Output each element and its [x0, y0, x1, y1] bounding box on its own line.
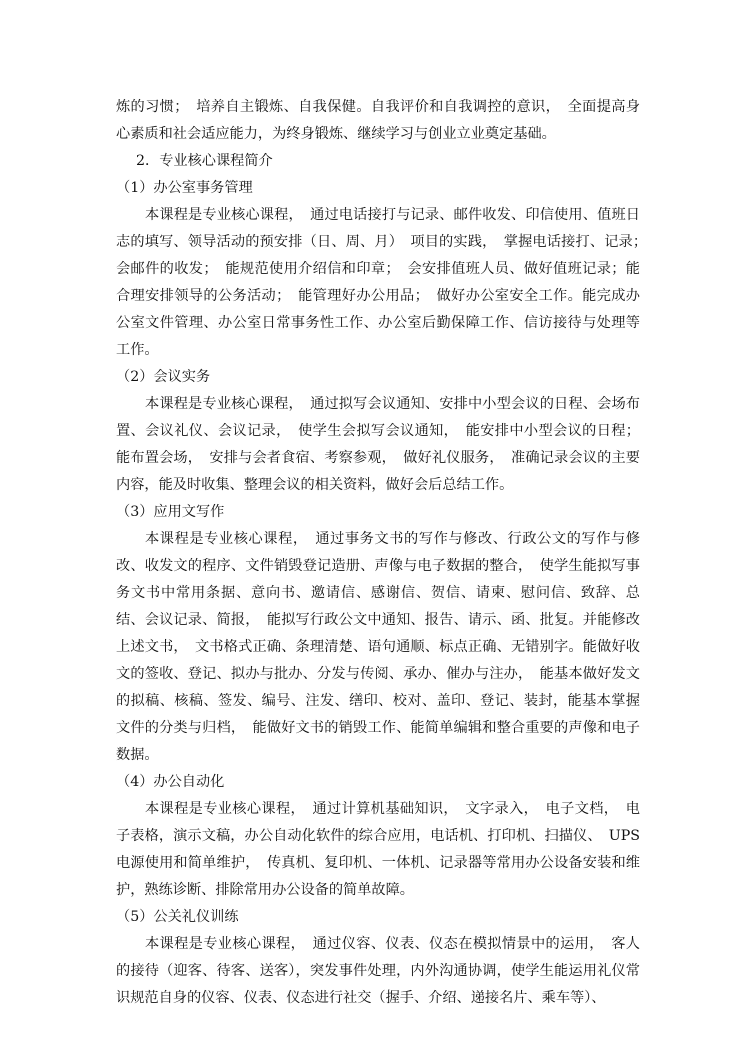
intro-paragraph: 炼的习惯； 培养自主锻炼、自我保健。自我评价和自我调控的意识， 全面提高身心素质和社会适应能力，为终身锻炼、继续学习与创业立业奠定基础。 — [116, 99, 640, 142]
section-title: 2．专业核心课程简介 — [136, 153, 273, 169]
course-title-meeting-affairs: （2）会议实务 — [116, 369, 211, 385]
course-body-office-automation: 本课程是专业核心课程， 通过计算机基础知识， 文字录入， 电子文档， 电子表格，演示文稿，办公自动化软件的综合应用，电话机、打印机、扫描仪、 UPS 电源使用和简单维护， 传真机、复印机、一体机、记录器等常用办公设备安装和维护，熟练诊断、排除常用办公设备的简单故障。 — [116, 801, 640, 898]
course-title-office-automation: （4）办公自动化 — [116, 774, 225, 790]
course-body-office-affairs: 本课程是专业核心课程， 通过电话接打与记录、邮件收发、印信使用、值班日志的填写、领导活动的预安排（日、周、月） 项目的实践， 掌握电话接打、记录； 会邮件的收发； 能规范使用介绍信和印章； 会安排值班人员、做好值班记录；能合理安排领导的公务活动； 能管理好办公用品； 做好办公室安全工作。能完成办公室文件管理、办公室日常事务性工作、办公室后勤保障工作、信访接待与处理等工作。 — [116, 207, 655, 358]
course-body-meeting-affairs: 本课程是专业核心课程， 通过拟写会议通知、安排中小型会议的日程、会场布置、会议礼仪、会议记录， 使学生会拟写会议通知， 能安排中小型会议的日程；能布置会场， 安排与会者食宿、考察参观， 做好礼仪服务， 准确记录会议的主要内容，能及时收集、整理会议的相关资料，做好会后总结工作。 — [116, 396, 640, 493]
course-title-office-affairs: （1）办公室事务管理 — [116, 180, 253, 196]
course-title-applied-writing: （3）应用文写作 — [116, 504, 225, 520]
document-page — [116, 94, 655, 1012]
course-body-public-relations-etiquette: 本课程是专业核心课程， 通过仪容、仪表、仪态在模拟情景中的运用， 客人的接待（迎客、待客、送客），突发事件处理，内外沟通协调，使学生能运用礼仪常识规范自身的仪容、仪表、仪态进行社交（握手、介绍、递接名片、乘车等）、 — [116, 936, 640, 1006]
course-body-applied-writing: 本课程是专业核心课程， 通过事务文书的写作与修改、行政公文的写作与修改、收发文的程序、文件销毁登记造册、声像与电子数据的整合， 使学生能拟写事务文书中常用条据、意向书、邀请信、感谢信、贺信、请柬、慰问信、致辞、总结、会议记录、简报， 能拟写行政公文中通知、报告、请示、函、批复。并能修改上述文书， 文书格式正确、条理清楚、语句通顺、标点正确、无错别字。能做好收文的签收、登记、拟办与批办、分发与传阅、承办、催办与注办， 能基本做好发文的拟稿、核稿、签发、编号、注发、缮印、校对、盖印、登记、装封，能基本掌握文件的分类与归档， 能做好文书的销毁工作、能简单编辑和整合重要的声像和电子数据。 — [116, 531, 640, 763]
course-title-public-relations-etiquette: （5）公关礼仪训练 — [116, 909, 239, 925]
